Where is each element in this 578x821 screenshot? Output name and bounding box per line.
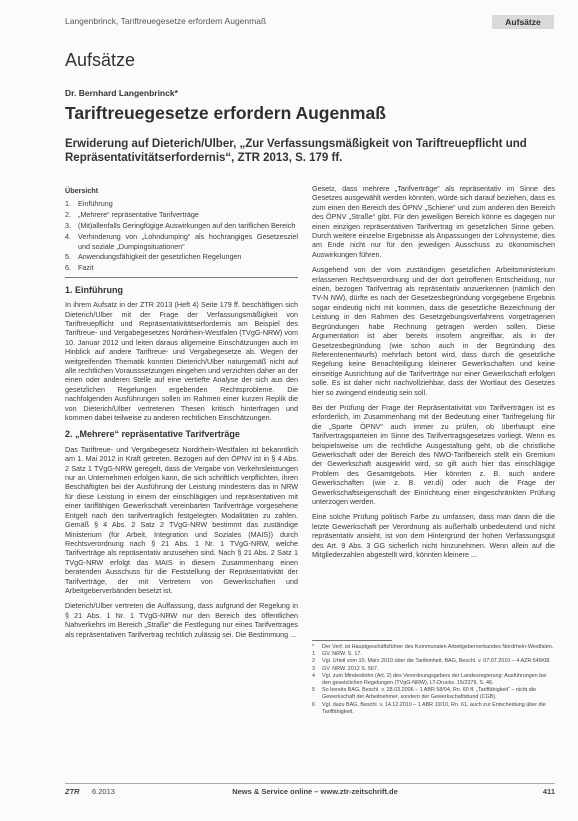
footnote-list [312,644,555,716]
body-paragraph: Gesetz, dass mehrere „Tarifverträge“ als repräsentativ im Sinne des Gesetzes ausgewählt werden könnten, würde sich darauf beziehen, dass es zum einen den Bereich des ÖPNV „Schiene“ und zum anderen den Bereich des ÖPNV „Straße“ gibt. Für den jeweiligen Bereich könne es dagegen nur einen einzigen repräsentativen Tarifvertrag im gesetzlichen Sinne geben. Durch weitere einzelne Ergebnisse als Anpassungen der Lohnsysteme, dies am Ende nicht nur für den jeweiligen Ausschuss zu ökonomischen Auswirkungen führen. [312,184,555,259]
toc-item-number: 3. [65,221,71,231]
toc-item-text: Fazit [78,263,94,273]
footnote-text: Der Verf. ist Hauptgeschäftsführer des Kommunalen Arbeitgeberverbandes Nordrhein-Westfalen. [322,644,554,650]
toc-item-text: Einführung [78,199,113,209]
toc-item-text: Verhinderung von „Lohndumping“ als hochrangiges Gesetzesziel und soziale „Dumpingsituationen“ [78,232,298,251]
section-tab: Aufsätze [492,15,554,29]
toc-item [65,199,298,208]
toc-item-number: 4. [65,232,71,242]
section-title: Aufsätze [65,50,136,70]
page-number: 411 [542,787,555,796]
footnote-number: 2 [312,658,315,665]
footnote [312,702,555,716]
toc-list [65,199,298,272]
footer-divider [65,783,555,784]
footnote-number: 1 [312,651,315,658]
toc-item-text: (Mit)allenfalls Geringfügige Auswirkungen auf den tariflichen Bereich [78,221,296,231]
toc-item-number: 6. [65,263,71,273]
footnote-number: 4 [312,672,315,679]
toc-item [65,232,298,251]
article-title: Tariftreuegesetze erfordern Augenmaß [65,103,386,123]
footnote-text: Vgl. zum Mindestlohn (Art. 2) des Verordnungsgebers der Landesregierung: Ausführungen bei den gesetzlichen Regelungen (TVgG-NRW), LT-Drucks. 15/2379, S. 46. [322,672,547,687]
left-sections [65,286,298,639]
toc-item-text: „Mehrere“ repräsentative Tarifverträge [78,210,199,220]
issue-number: 6.2013 [92,787,115,796]
footnote-text: Vgl. dazu BAG, Beschl. v. 14.12.2010 – 1 ABR 19/10, Rn. 61, auch zur Entscheidung über die Tariffähigkeit. [322,701,546,715]
toc [65,186,298,273]
footnote [312,644,555,651]
toc-item-text: Anwendungsfähigkeit der gesetzlichen Regelungen [78,252,242,262]
author: Dr. Bernhard Langenbrinck* [65,88,178,98]
toc-item [65,210,298,219]
body-paragraph: Das Tariftreue- und Vergabegesetz Nordrhein-Westfalen ist bekanntlich am 1. Mai 2012 in Kraft getreten. Bezogen auf den ÖPNV ist in § 4 Abs. 2 Satz 1 TVgG-NRW geregelt, dass die Vergabe von Verkehrsleistungen nur an Unternehmen erfolgen kann, die sich schriftlich verpflichten, ihren Beschäftigten bei der Ausführung der Leistung mindestens das in NRW für diese Leistung in einem der einschlägigen und repräsentativen mit einer tariffähigen Gewerkschaft vereinbarten Tarifverträge vorgesehene Entgelt nach den tarifvertraglich festgelegten Modalitäten zu zahlen. Gemäß § 4 Abs. 2 Satz 2 TVgG-NRW bestimmt das zuständige Ministerium (für Arbeit, Integration und Soziales (MAIS)) durch Rechtsverordnung nach § 21 Abs. 1 Nr. 1 TVgG-NRW, welche Tarifverträge als repräsentativ anzusehen sind. Nach § 21 Abs. 2 Satz 1 TVgG-NRW erfolgt das MAIS in diesem Zusammenhang einen beratenden Ausschuss für die Feststellung der Repräsentativität der Tarifverträge, der mit Vertretern von Gewerkschaften und Arbeitgeberverbänden besetzt ist. [65,444,298,595]
footnote-number: 5 [312,687,315,694]
footnote [312,666,555,673]
body-paragraph: Eine solche Prüfung politisch Farbe zu umfassen, dass man dann die die letzte Gewerkschaft per Verordnung als außerhalb unbedeutend und nicht repräsentativ ansieht, ist von dem Hintergrund der hohen Verfassungsgut des Art. 9 Abs. 3 GG sicherlich nicht hinzunehmen. Wenn allein auf die Mitgliederzahlen abgestellt wird, könnten kleinere ... [312,512,555,560]
toc-item [65,252,298,261]
footnote-number: * [312,644,315,650]
toc-title: Übersicht [65,186,99,195]
toc-item-number: 1. [65,199,71,209]
footnote [312,651,555,658]
footnote-text: So bereits BAG, Beschl. v. 28.03.2006 – 1 ABR 58/04, Rn. 60 ff. „Tariffähigkeit“ – nicht die Gewerkschaft der Arbeitnehmer, sondern der Gewerkschaftsbund (CGB). [322,687,536,701]
footnote-divider [312,640,392,641]
body-paragraph: Bei der Prüfung der Frage der Repräsentativität von Tarifverträgen ist es erforderlich, im Zusammenhang mit der Bedeutung einer Tarifregelung für die „Sparte ÖPNV“ auch immer zu prüfen, ob überhaupt eine Tarifvertragsparteien im Sinne des Tarifvertragsgesetzes vorliegt. Wenn es beispielsweise um die rechtliche Ausgestaltung geht, ob die christliche Gewerkschaft oder der Bereich des NWO-Tarifbereich stellt ein Gremium der Gewerkschaft ausgewirkt wird, so gilt auch hier das einschlägige Problem des Gesamtgebots. Hier könnten z. B. auch andere Gewerkschaften (wie z. B. ver.di) oder auch die Frage der Gewerkschaftseigenschaft der Einrichtung einer eingeschränkten Prüfung unterzogen werden. [312,402,555,506]
footnote [312,658,555,665]
footnote-text: Vgl. Urteil vom 10. März 2010 über die Tarifeinheit, BAG, Beschl. v. 07.07.2010 – 4 AZR 549/08. [322,658,551,665]
footnotes [312,640,555,716]
page-footer [65,787,555,801]
body-paragraph: Dieterich/Ulber vertreten die Auffassung, dass aufgrund der Regelung in § 21 Abs. 1 Nr. 1 TVgG-NRW nur den Bereich des öffentlichen Nahverkehrs im Bereich „Straße“ die Festlegung nur eines Tarifvertrages als repräsentativen Tarifvertrag rechtlich zulässig sei. Die Bestimmung ... [65,601,298,639]
body-paragraph: Ausgehend von der vom zuständigen gesetzlichen Arbeitsministerium erlassenen Rechtsverordnung und der dort getroffenen Entscheidung, nur einen, bezogen Tarifvertrag als repräsentativ anzuerkennen (nämlich den TV-N NW), dürfte es nach der Gesetzesbegründung vorgegebene Ergebnis sogar eindeutig nicht mit kommen, dass die gesetzliche Bezeichnung der Leistung in den Rahmen des Gesetzgebungsverfahrens vorgetragenen Begründungen habe Rechnung getragen werden sollen. Diese Argumentation ist aber bereits insofern angreifbar, als in der Gesetzesbegründung (wie schon auch in der Begründung des Referentenentwurfs) mehrfach betont wird, dass durch die gesetzliche Regelung keine Benachteiligung kleinerer Gewerkschaften und keine einseitige Ausrichtung auf die Tarifverträge nur einer Gewerkschaft erfolgen solle. Es ist daher nicht nachvollziehbar, dass der Wortlaut des Gesetzes hier so zwingend eindeutig sein soll. [312,265,555,397]
footnote-text: GV. NRW. 2012 S. 567. [322,665,379,672]
toc-item [65,263,298,272]
article-subtitle: Erwiderung auf Dieterich/Ulber, „Zur Verfassungsmäßigkeit von Tariftreuepflicht und Repräsentativitätserfordernis“, ZTR 2013, S. 179 ff. [65,138,527,164]
footnote [312,687,555,701]
left-column [65,186,298,645]
footer-website: News & Service online – www.ztr-zeitschrift.de [232,787,398,796]
journal-logo: ZTR [65,787,80,796]
divider [65,277,298,278]
right-paragraphs [312,184,555,559]
toc-item [65,221,298,230]
footnote-text: GV. NRW. S. 17. [322,651,362,658]
right-column [312,184,555,565]
toc-item-number: 2. [65,210,71,220]
toc-item-number: 5. [65,252,71,262]
section-heading: 1. Einführung [65,284,123,295]
body-paragraph: In ihrem Aufsatz in der ZTR 2013 (Heft 4) Seite 179 ff. beschäftigen sich Dieterich/Ulber mit der Frage der Verfassungsmäßigkeit von Tariftreuepflicht und Repräsentativitätserfordernis am Beispiel des Tariftreue- und Vergabegesetzes Nordrhein-Westfalen (TVgG-NRW) vom 10. Januar 2012 und leiten daraus allgemeine Einschätzungen auch im Hinblick auf andere Tariftreue- und Vergabegesetze ab. Wegen der weitgreifenden Thematik konnten Dieterich/Ulber naturgemäß nicht auf alle rechtlichen Vorausssetzungen eingehen und verzichten daher an der einen oder anderen Stelle auf eine vertiefte Analyse der sich aus den gesetzlichen Regelungen ergebenden Rechtsprobleme. Die nachfolgenden Ausführungen sollen im Rahmen einer kurzen Replik die von Dieterich/Ulber vertretenen Thesen kritisch hinterfragen und kommen dabei teilweise zu anderen rechtlichen Einschätzungen. [65,300,298,423]
section-heading: 2. „Mehrere“ repräsentative Tarifverträge [65,429,240,440]
footnote-number: 3 [312,665,315,672]
footnote [312,673,555,687]
running-title: Langenbrinck, Tariftreuegesetze erfordern Augenmaß [65,16,267,26]
footnote-number: 6 [312,701,315,708]
